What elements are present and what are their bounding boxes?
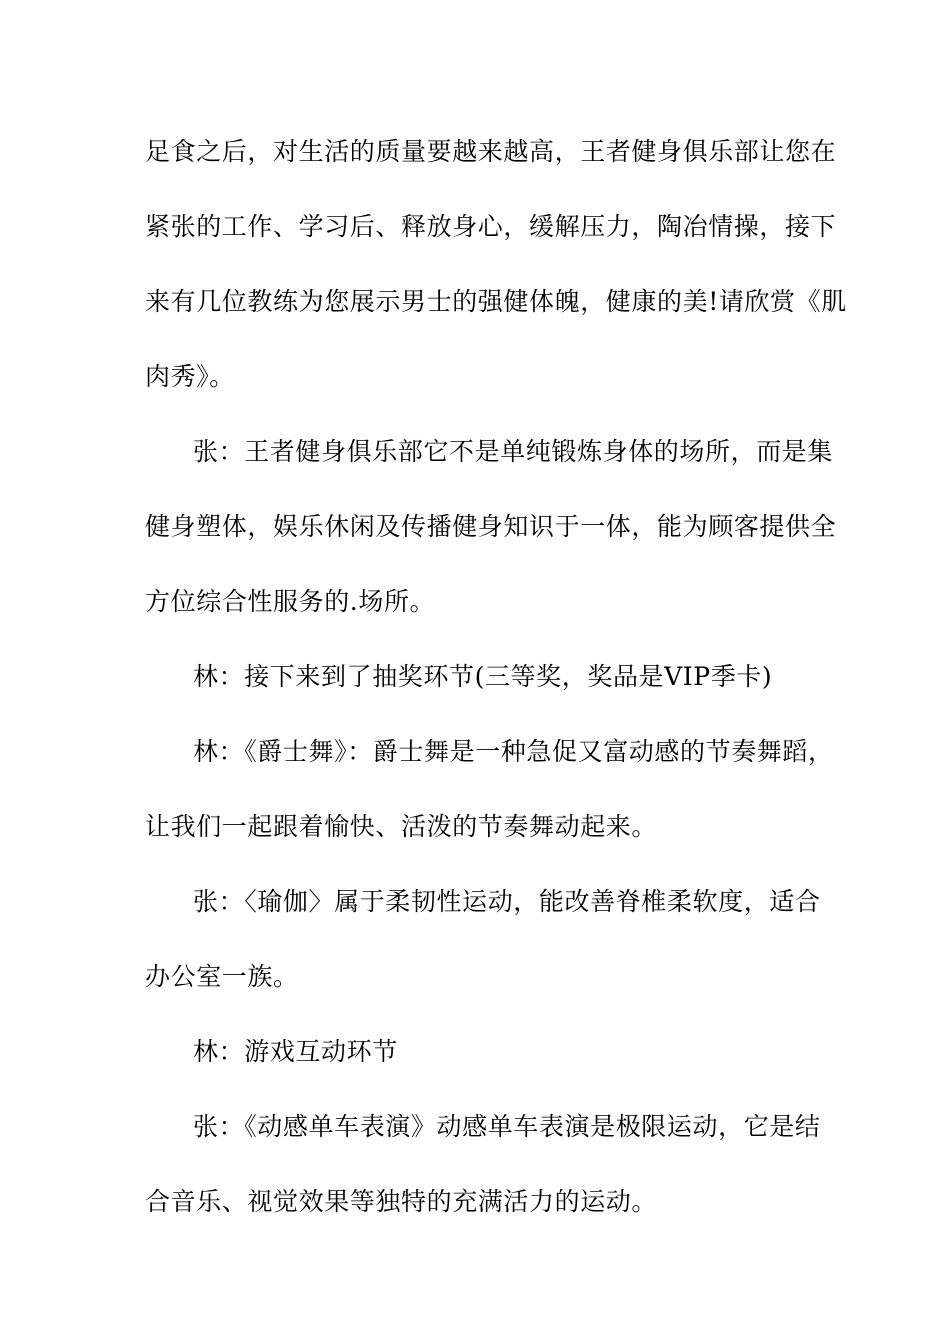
text-line: 肉秀》。 <box>145 362 235 391</box>
document-body <box>145 114 847 1239</box>
text-line: 让我们一起跟着愉快、活泼的节奏舞动起来。 <box>145 812 658 841</box>
paragraph-start-line: 林：《爵士舞》：爵士舞是一种急促又富动感的节奏舞蹈， <box>193 737 834 766</box>
text-line: 办公室一族。 <box>145 962 299 991</box>
text-line: 健身塑体，娱乐休闲及传播健身知识于一体，能为顾客提供全 <box>145 512 837 541</box>
paragraph-start-line: 林：游戏互动环节 <box>193 1037 398 1066</box>
text-line: 方位综合性服务的.场所。 <box>145 587 436 616</box>
text-line: 来有几位教练为您展示男士的强健体魄，健康的美!请欣赏《肌 <box>145 287 847 316</box>
text-line: 紧张的工作、学习后、释放身心，缓解压力，陶冶情操，接下 <box>145 212 837 241</box>
text-line: 足食之后，对生活的质量要越来越高，王者健身俱乐部让您在 <box>145 137 837 166</box>
paragraph-start-line: 林：接下来到了抽奖环节(三等奖，奖品是VIP季卡) <box>193 662 773 691</box>
paragraph-start-line: 张：《动感单车表演》动感单车表演是极限运动，它是结 <box>193 1112 821 1141</box>
paragraph-start-line: 张：〈瑜伽〉属于柔韧性运动，能改善脊椎柔软度，适合 <box>193 887 821 916</box>
text-line: 合音乐、视觉效果等独特的充满活力的运动。 <box>145 1187 658 1216</box>
paragraph-start-line: 张：王者健身俱乐部它不是单纯锻炼身体的场所，而是集 <box>193 437 834 466</box>
